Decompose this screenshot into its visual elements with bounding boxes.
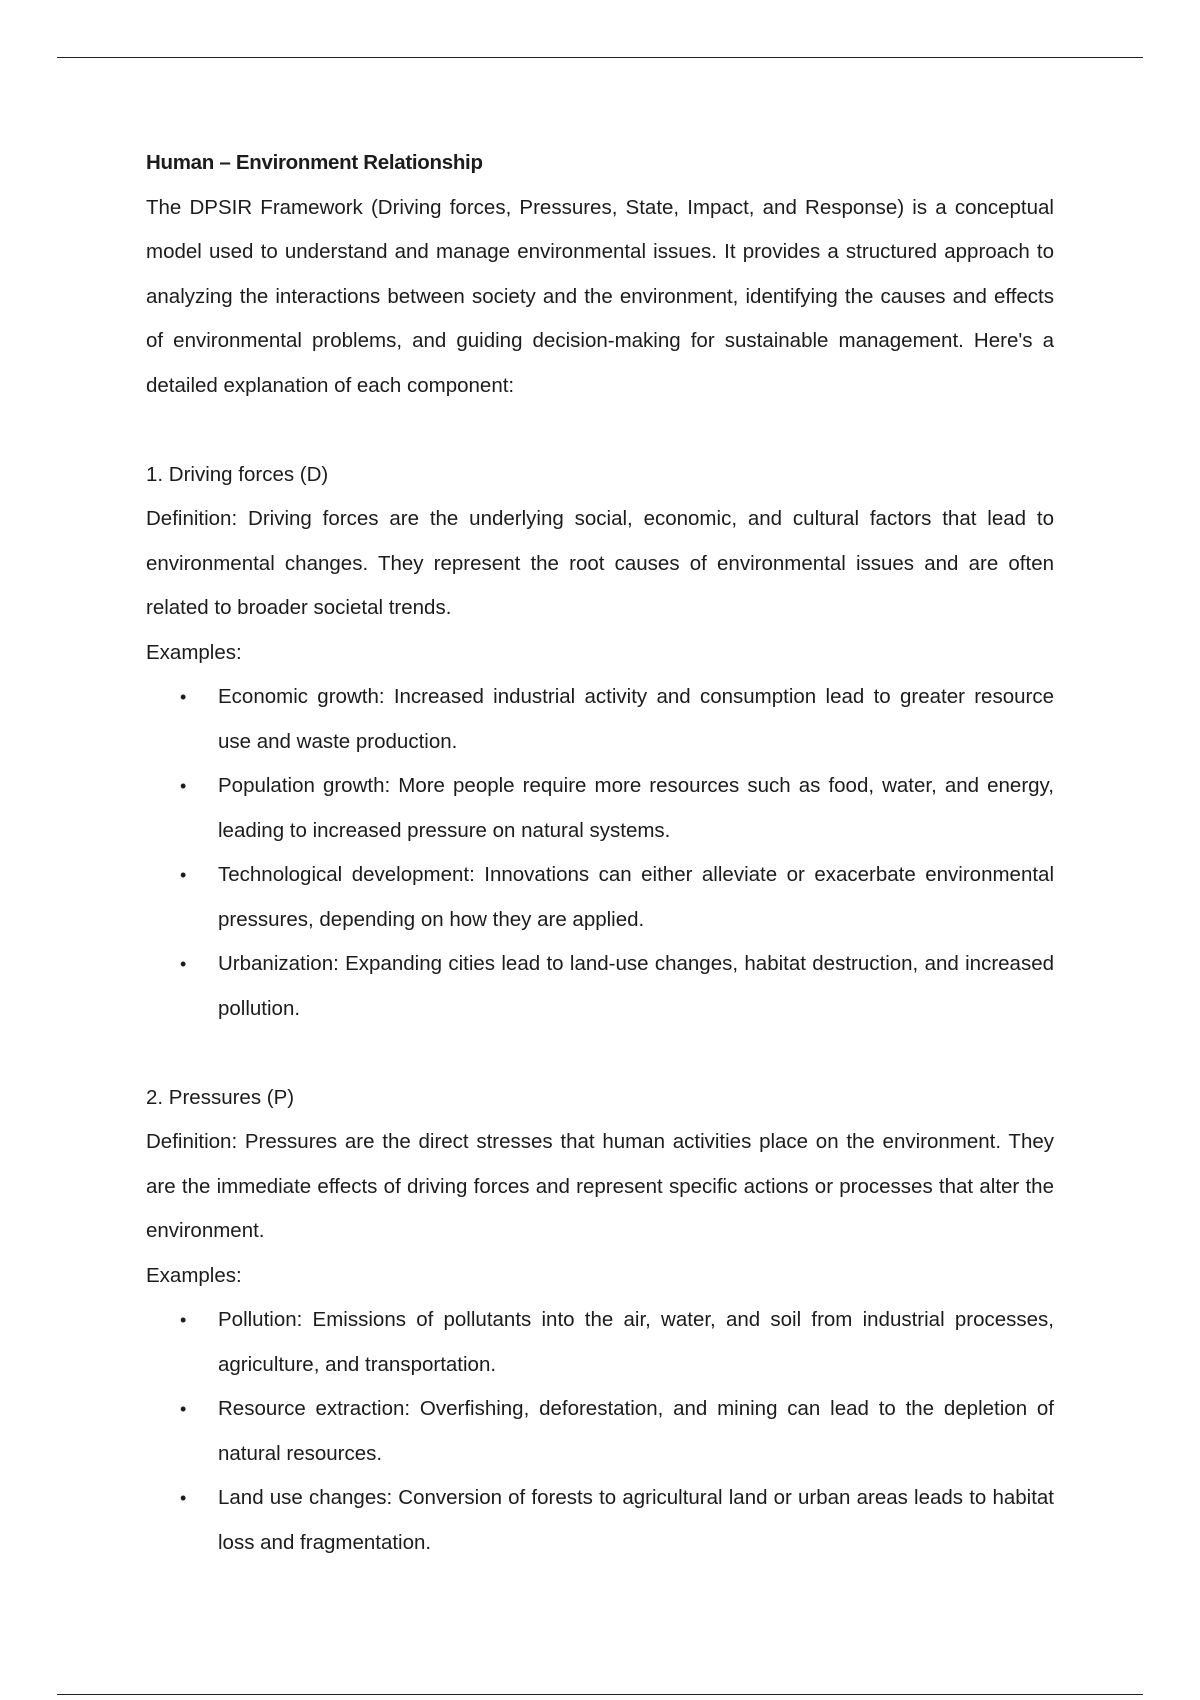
list-item	[146, 675, 1054, 764]
list-item-text: Resource extraction: Overfishing, deforestation, and mining can lead to the depletion of natural resources.	[218, 1397, 1054, 1465]
document-body	[146, 141, 1054, 1565]
page-title: Human – Environment Relationship	[146, 151, 483, 174]
bullet-icon: •	[180, 1310, 187, 1330]
section-spacer	[146, 1031, 1054, 1076]
section-definition: Definition: Pressures are the direct stresses that human activities place on the environment. They are the immediate effects of driving forces and represent specific actions or processes that alter the environment.	[146, 1130, 1054, 1242]
list-item	[146, 1387, 1054, 1476]
footer-rule	[57, 1694, 1143, 1695]
bullet-icon: •	[180, 687, 187, 707]
list-item	[146, 942, 1054, 1031]
list-item-text: Land use changes: Conversion of forests to agricultural land or urban areas leads to habitat loss and fragmentation.	[218, 1486, 1054, 1554]
list-item-text: Economic growth: Increased industrial activity and consumption lead to greater resource use and waste production.	[218, 685, 1054, 753]
list-item-text: Population growth: More people require more resources such as food, water, and energy, leading to increased pressure on natural systems.	[218, 774, 1054, 842]
section-title: 2. Pressures (P)	[146, 1085, 295, 1109]
list-item	[146, 853, 1054, 942]
bullet-icon: •	[180, 776, 187, 796]
bullet-icon: •	[180, 954, 187, 974]
section-definition: Definition: Driving forces are the underlying social, economic, and cultural factors that lead to environmental changes. They represent the root causes of environmental issues and are often related to broader societal trends.	[146, 507, 1054, 619]
header-rule	[57, 57, 1143, 58]
section-spacer	[146, 408, 1054, 453]
bullet-icon: •	[180, 1488, 187, 1508]
intro-paragraph: The DPSIR Framework (Driving forces, Pressures, State, Impact, and Response) is a conceptual model used to understand and manage environmental issues. It provides a structured approach to analyzing the interactions between society and the environment, identifying the causes and effects of environmental problems, and guiding decision-making for sustainable management. Here's a detailed explanation of each component:	[146, 195, 1054, 397]
section-pressures	[146, 1076, 1054, 1566]
examples-list	[146, 675, 1054, 1031]
bullet-icon: •	[180, 865, 187, 885]
list-item-text: Technological development: Innovations can either alleviate or exacerbate environmental pressures, depending on how they are applied.	[218, 863, 1054, 931]
list-item	[146, 1476, 1054, 1565]
bullet-icon: •	[180, 1399, 187, 1419]
list-item	[146, 1298, 1054, 1387]
list-item-text: Urbanization: Expanding cities lead to land-use changes, habitat destruction, and increased pollution.	[218, 952, 1054, 1020]
examples-label: Examples:	[146, 1263, 242, 1287]
list-item	[146, 764, 1054, 853]
examples-label: Examples:	[146, 640, 242, 664]
examples-list	[146, 1298, 1054, 1565]
list-item-text: Pollution: Emissions of pollutants into the air, water, and soil from industrial processes, agriculture, and transportation.	[218, 1308, 1054, 1376]
section-title: 1. Driving forces (D)	[146, 462, 329, 486]
section-driving-forces	[146, 453, 1054, 1032]
